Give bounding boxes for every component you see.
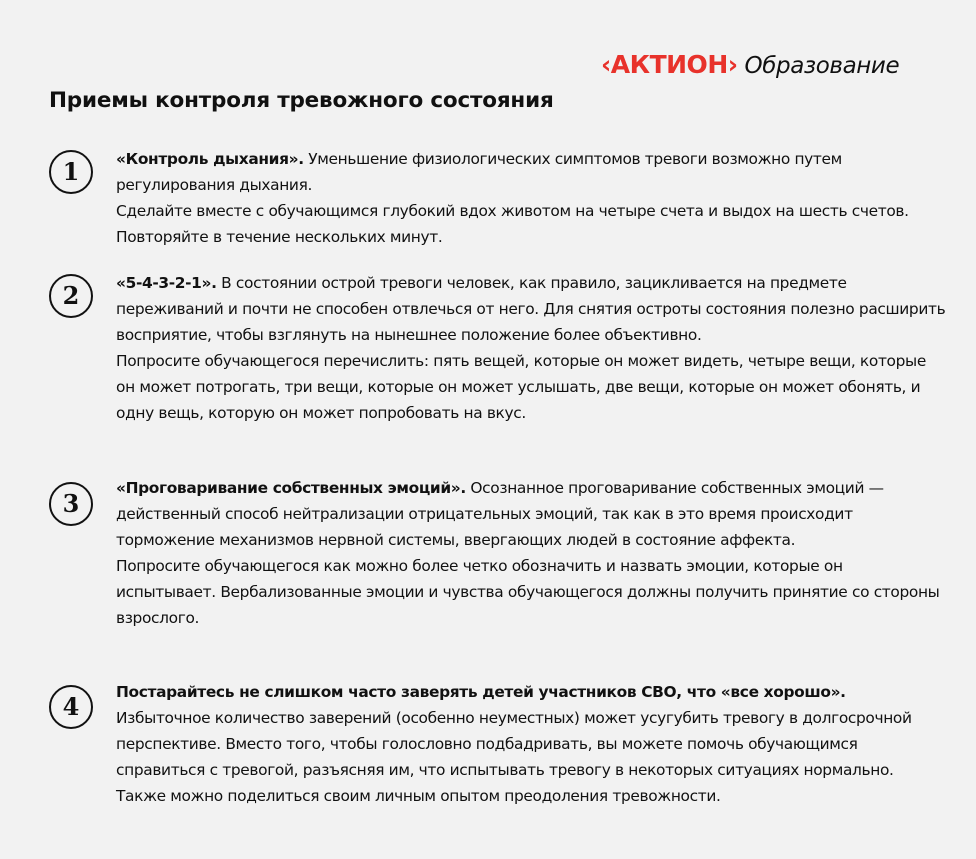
- aktion-logo: [601, 50, 899, 79]
- item-paragraph: [116, 679, 946, 705]
- item-description: В состоянии острой тревоги человек, как правило, зацикливается на предмете переживаний и почти не способен отвлечься от него. Для снятия остроты состояния полезно расширить восприятие, чтобы взглянуть на нынешнее положение более объективно.: [116, 274, 946, 344]
- item-heading: «5-4-3-2-1».: [116, 274, 217, 292]
- item-text: [116, 146, 946, 250]
- item-description: Осознанное проговаривание собственных эмоций — действенный способ нейтрализации отрицательных эмоций, так как в это время происходит торможение механизмов нервной системы, ввергающих людей в состояние аффекта.: [116, 479, 884, 549]
- item-paragraph: [116, 270, 946, 348]
- item-number-badge: 1: [49, 150, 93, 194]
- item-number-badge: 4: [49, 685, 93, 729]
- item-action: Сделайте вместе с обучающимся глубокий вдох животом на четыре счета и выдох на шесть счетов. Повторяйте в течение нескольких минут.: [116, 202, 909, 246]
- item-paragraph: [116, 475, 946, 553]
- item-heading: «Контроль дыхания».: [116, 150, 304, 168]
- item-paragraph: [116, 146, 946, 198]
- item-text: [116, 679, 946, 809]
- item-text: [116, 475, 946, 631]
- item-action: Избыточное количество заверений (особенно неуместных) может усугубить тревогу в долгосрочной перспективе. Вместо того, чтобы голословно подбадривать, вы можете помочь обучающимся справиться с тревогой, разъясняя им, что испытывать тревогу в некоторых ситуациях нормально. Также можно поделиться своим личным опытом преодоления тревожности.: [116, 709, 912, 805]
- page-title: Приемы контроля тревожного состояния: [49, 88, 554, 113]
- item-description: Уменьшение физиологических симптомов тревоги возможно путем регулирования дыхания.: [116, 150, 842, 194]
- item-action: Попросите обучающегося как можно более четко обозначить и назвать эмоции, которые он испытывает. Вербализованные эмоции и чувства обучающегося должны получить принятие со стороны взрослого.: [116, 557, 940, 627]
- logo-brand: ‹АКТИОН›: [601, 50, 738, 79]
- item-number-badge: 2: [49, 274, 93, 318]
- item-text: [116, 270, 946, 426]
- item-heading: «Проговаривание собственных эмоций».: [116, 479, 466, 497]
- item-action: Попросите обучающегося перечислить: пять вещей, которые он может видеть, четыре вещи, которые он может потрогать, три вещи, которые он может услышать, две вещи, которые он может обонять, и одну вещь, которую он может попробовать на вкус.: [116, 352, 926, 422]
- item-number-badge: 3: [49, 482, 93, 526]
- item-heading: Постарайтесь не слишком часто заверять детей участников СВО, что «все хорошо».: [116, 683, 846, 701]
- logo-subtitle: Образование: [744, 53, 900, 79]
